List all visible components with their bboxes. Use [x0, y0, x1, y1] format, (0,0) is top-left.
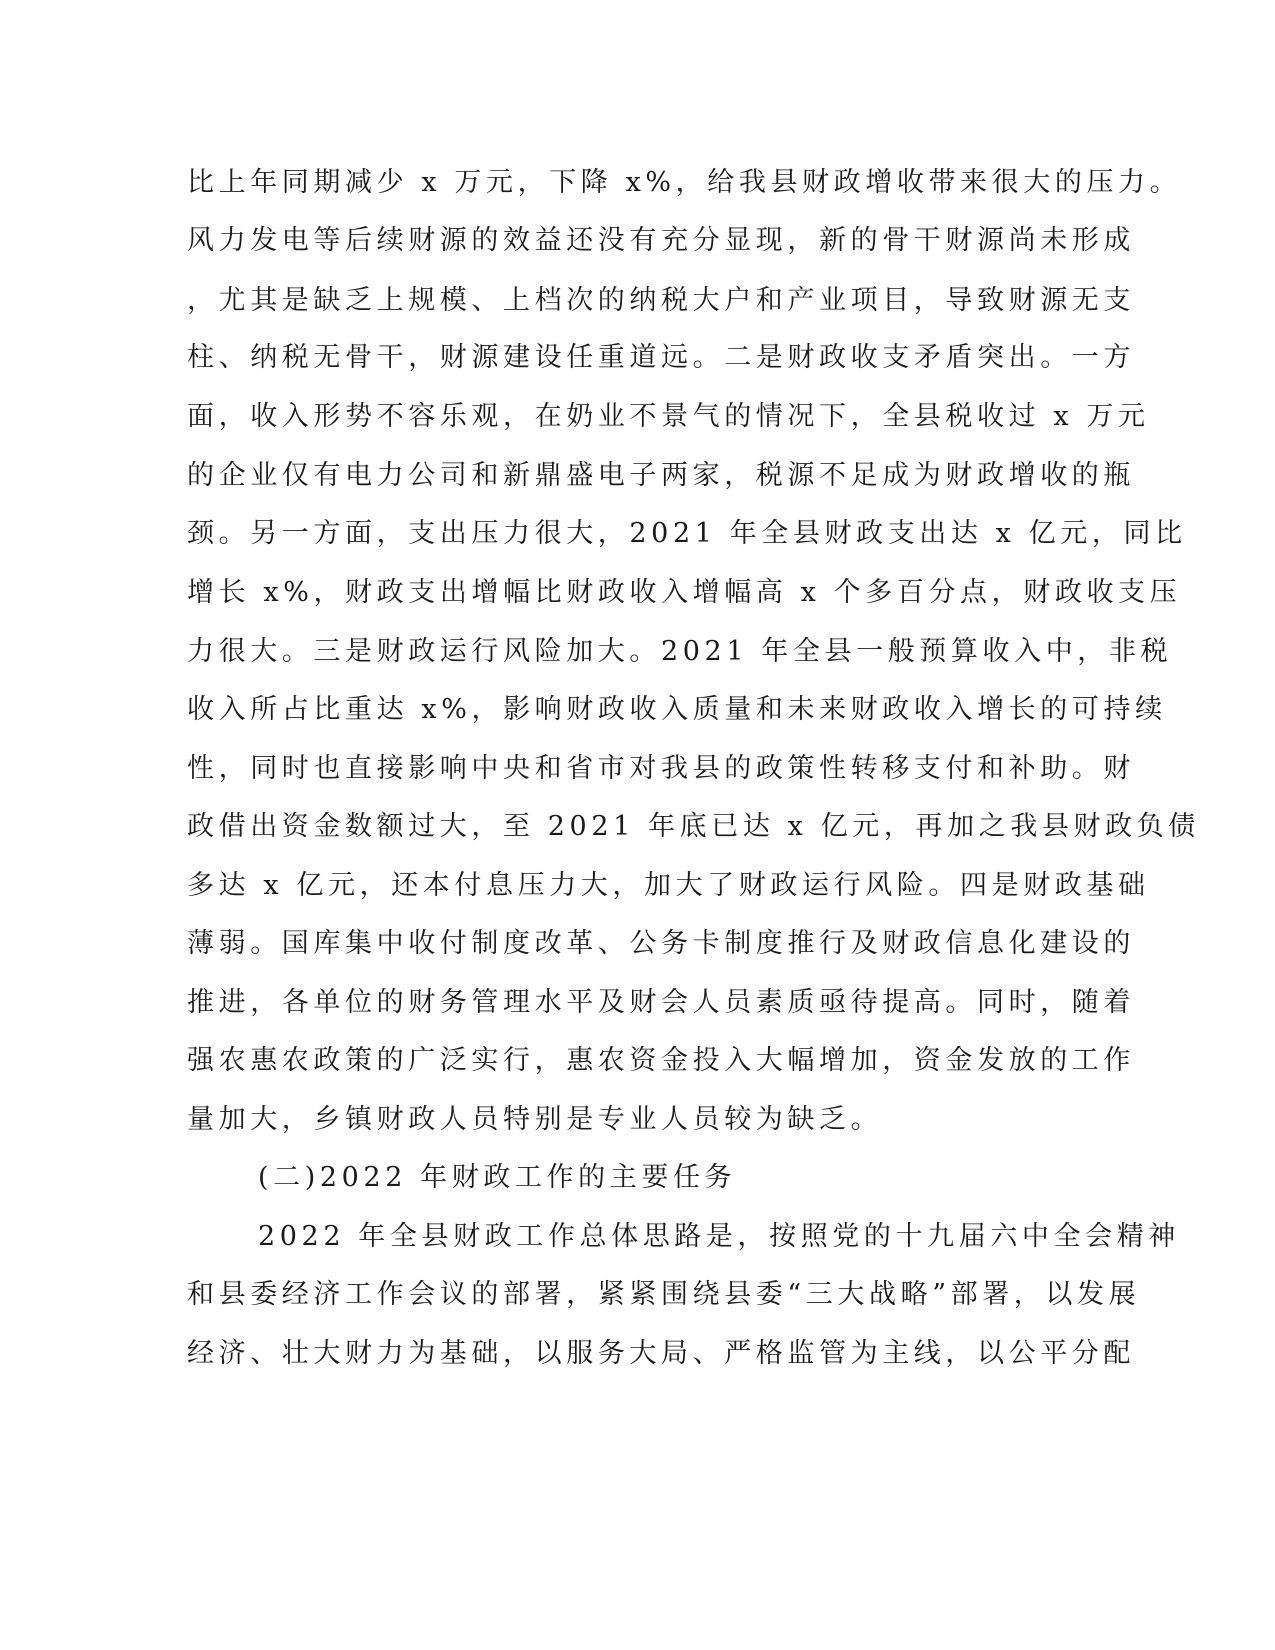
text-line: 2022 年全县财政工作总体思路是，按照党的十九届六中全会精神 [258, 1221, 1180, 1252]
text-line: 柱、纳税无骨干，财源建设任重道远。二是财政收支矛盾突出。一方 [187, 342, 1135, 373]
text-line: 比上年同期减少 x 万元，下降 x%，给我县财政增收带来很大的压力。 [187, 167, 1182, 198]
text-line: 风力发电等后续财源的效益还没有充分显现，新的骨干财源尚未形成 [187, 225, 1135, 256]
text-line: 和县委经济工作会议的部署，紧紧围绕县委“三大战略”部署，以发展 [187, 1279, 1141, 1310]
section-heading: (二)2022 年财政工作的主要任务 [258, 1162, 737, 1193]
text-line: 的企业仅有电力公司和新鼎盛电子两家，税源不足成为财政增收的瓶 [187, 460, 1135, 491]
text-line: 经济、壮大财力为基础，以服务大局、严格监管为主线，以公平分配 [187, 1338, 1135, 1369]
text-line: 推进，各单位的财务管理水平及财会人员素质亟待提高。同时，随着 [187, 987, 1135, 1018]
text-line: 颈。另一方面，支出压力很大，2021 年全县财政支出达 x 亿元，同比 [187, 518, 1187, 549]
text-line: 政借出资金数额过大，至 2021 年底已达 x 亿元，再加之我县财政负债 [187, 811, 1200, 842]
text-line: 收入所占比重达 x%，影响财政收入质量和未来财政收入增长的可持续 [187, 694, 1167, 725]
text-line: ，尤其是缺乏上规模、上档次的纳税大户和产业项目，导致财源无支 [187, 285, 1135, 316]
text-line: 增长 x%，财政支出增幅比财政收入增幅高 x 个多百分点，财政收支压 [187, 577, 1182, 608]
text-line: 强农惠农政策的广泛实行，惠农资金投入大幅增加，资金发放的工作 [187, 1045, 1135, 1076]
text-line: 力很大。三是财政运行风险加大。2021 年全县一般预算收入中，非税 [187, 636, 1173, 667]
text-line: 面，收入形势不容乐观，在奶业不景气的情况下，全县税收过 x 万元 [187, 401, 1150, 432]
text-line: 薄弱。国库集中收付制度改革、公务卡制度推行及财政信息化建设的 [187, 928, 1135, 959]
text-line: 量加大，乡镇财政人员特别是专业人员较为缺乏。 [187, 1104, 883, 1135]
text-line: 性，同时也直接影响中央和省市对我县的政策性转移支付和补助。财 [187, 753, 1135, 784]
text-line: 多达 x 亿元，还本付息压力大，加大了财政运行风险。四是财政基础 [187, 870, 1150, 901]
